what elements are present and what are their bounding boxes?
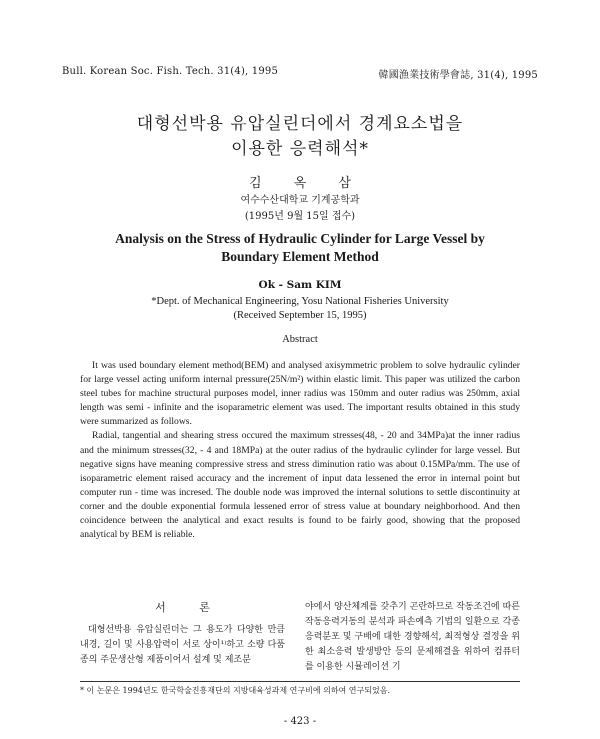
english-title-line-1: Analysis on the Stress of Hydraulic Cylinder for Large Vessel by	[115, 231, 485, 246]
journal-citation-en: Bull. Korean Soc. Fish. Tech. 31(4), 1995	[62, 66, 279, 77]
right-column	[305, 600, 520, 675]
english-received-date: (Received September 15, 1995)	[233, 310, 367, 321]
english-author: Ok - Sam KIM	[258, 279, 342, 291]
korean-received-date: (1995년 9월 15일 접수)	[244, 211, 356, 222]
english-title	[40, 230, 560, 266]
korean-title	[0, 112, 600, 162]
footnote-divider	[80, 681, 520, 682]
abstract-paragraph-2: Radial, tangential and shearing stress occured the maximum stresses(48, - 20 and 34MPa)at the inner radius and the minimum stresses(32, - 4 and 18MPa) at the outer radius of the hydraulic cylinder for large vessel. But negative signs have meaning compressive stress and stress diminution ratio was about 0.15MPa/mm. The use of isoparametric element raised accuracy and the increment of input data lessened the error in internal point but computer run - time was incresed. The double node was improved the internal solutions to settle discontinuity at corner and the double exponential formula lessened error of stress value at boundary neighborhood. And then coincidence between the analytical and exact results is found to be fairly good, showing that the proposed analytical by BEM is reliable.	[80, 430, 520, 541]
left-column-paragraph: 대형선박용 유압실린더는 그 용도가 다양한 만큼 내경, 길이 및 사용압력이 서로 상이¹⁾하고 소량 다품종의 주문생산형 제품이어서 설계 및 제조분	[80, 625, 285, 665]
journal-citation-ko: 韓國漁業技術學會誌, 31(4), 1995	[378, 70, 538, 81]
right-column-paragraph: 야에서 양산체계를 갖추기 곤란하므로 작동조건에 따른 작동응력거동의 분석과 파손예측 기법의 일환으로 각종 응력분포 및 구배에 대한 경향해석, 최적형상 결정을 위한 최소응력 발생방안 등의 문제해결을 위하여 컴퓨터를 이용한 시뮬레이션 기	[305, 602, 520, 672]
page-number: - 423 -	[283, 716, 317, 727]
korean-author: 김 옥 삼	[249, 176, 351, 191]
introduction-heading: 서 론	[155, 601, 210, 614]
running-header	[62, 66, 538, 81]
left-column	[80, 600, 285, 668]
abstract-paragraph-1: It was used boundary element method(BEM) and analysed axisymmetric problem to solve hydraulic cylinder for large vessel acting uniform internal pressure(25N/m²) within elastic limit. This paper was utilized the carbon steel tubes for machine structural purposes model, inner radius was 150mm and outer radius was 250mm, axial length was semi - infinite and the isoparametric element was used. The important results obtained in this study were summarized as follows.	[80, 360, 520, 428]
korean-affiliation: 여수수산대학교 기계공학과	[240, 195, 360, 206]
funding-footnote: * 이 논문은 1994년도 한국학술진흥재단의 지방대육성과제 연구비에 의하여 연구되었음.	[80, 686, 390, 695]
english-affiliation: *Dept. of Mechanical Engineering, Yosu National Fisheries University	[151, 296, 449, 307]
abstract-heading: Abstract	[282, 334, 318, 345]
abstract-body	[80, 359, 520, 542]
korean-title-line-2: 이용한 응력해석*	[231, 139, 369, 159]
english-affiliation-block	[0, 295, 600, 323]
english-title-line-2: Boundary Element Method	[221, 249, 379, 264]
korean-title-line-1: 대형선박용 유압실린더에서 경계요소법을	[136, 114, 464, 134]
